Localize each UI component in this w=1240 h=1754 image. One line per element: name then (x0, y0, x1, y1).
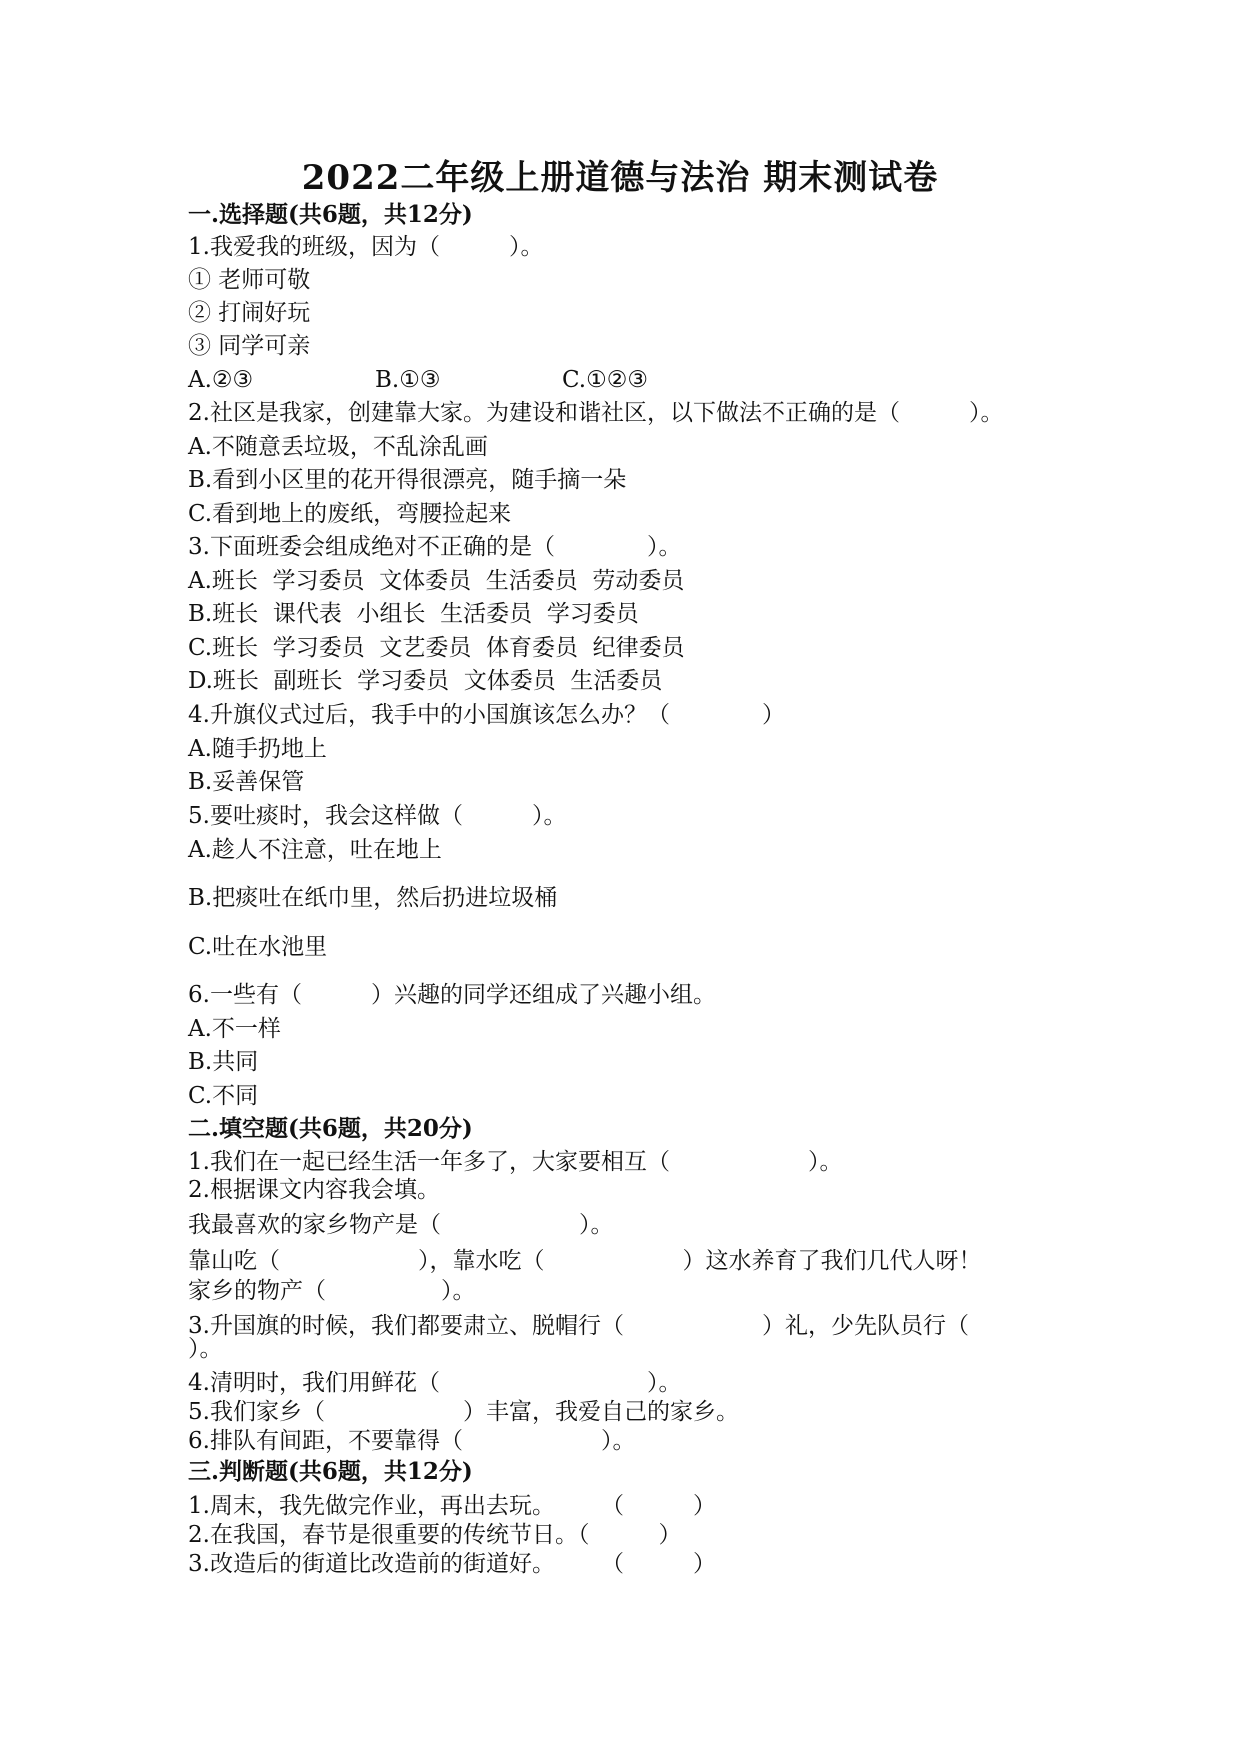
question-text: 我最喜欢的家乡物产是（ ）。 (188, 1212, 614, 1238)
question-text: 1.周末，我先做完作业，再出去玩。 （ ） (188, 1493, 716, 1519)
question-text: 2.社区是我家，创建靠大家。为建设和谐社区，以下做法不正确的是（ ）。 (188, 400, 1004, 426)
option-text: A.不一样 (188, 1016, 281, 1042)
option-text: C.班长 学习委员 文艺委员 体育委员 纪律委员 (188, 635, 685, 661)
option-text: B.妥善保管 (188, 769, 305, 795)
option-text: B.看到小区里的花开得很漂亮，随手摘一朵 (188, 467, 627, 493)
choice-c: C.①②③ (562, 367, 648, 393)
section-heading-choice: 一.选择题(共6题，共12分) (188, 201, 473, 228)
question-text: 5.要吐痰时，我会这样做（ ）。 (188, 803, 567, 829)
question-text: 4.清明时，我们用鲜花（ ）。 (188, 1370, 682, 1396)
option-text: A.随手扔地上 (188, 736, 327, 762)
option-text: C.不同 (188, 1083, 259, 1109)
option-text: ② 打闹好玩 (188, 300, 311, 326)
option-text: A.不随意丢垃圾，不乱涂乱画 (188, 434, 488, 460)
option-text: C.吐在水池里 (188, 934, 328, 960)
question-text: ）。 (188, 1336, 223, 1362)
question-text: 1.我爱我的班级，因为（ ）。 (188, 234, 544, 260)
question-text: 3.改造后的街道比改造前的街道好。 （ ） (188, 1551, 716, 1577)
option-text: B.共同 (188, 1049, 259, 1075)
option-text: B.把痰吐在纸巾里，然后扔进垃圾桶 (188, 885, 558, 911)
option-text: B.班长 课代表 小组长 生活委员 学习委员 (188, 601, 639, 627)
question-text: 2.根据课文内容我会填。 (188, 1177, 440, 1203)
option-text: A.趁人不注意，吐在地上 (188, 837, 442, 863)
option-text: C.看到地上的废纸，弯腰捡起来 (188, 501, 512, 527)
question-text: 6.一些有（ ）兴趣的同学还组成了兴趣小组。 (188, 982, 716, 1008)
question-text: 靠山吃（ ），靠水吃（ ）这水养育了我们几代人呀！ (188, 1248, 982, 1274)
option-text: ③ 同学可亲 (188, 333, 311, 359)
section-heading-judge: 三.判断题(共6题，共12分) (188, 1458, 473, 1485)
question-text: 3.升国旗的时候，我们都要肃立、脱帽行（ ）礼，少先队员行（ (188, 1313, 969, 1339)
option-text: D.班长 副班长 学习委员 文体委员 生活委员 (188, 668, 663, 694)
option-text: A.班长 学习委员 文体委员 生活委员 劳动委员 (188, 568, 685, 594)
question-text: 1.我们在一起已经生活一年多了，大家要相互（ ）。 (188, 1149, 843, 1175)
option-text: ① 老师可敬 (188, 267, 311, 293)
question-text: 5.我们家乡（ ）丰富，我爱自己的家乡。 (188, 1399, 739, 1425)
question-text: 家乡的物产（ ）。 (188, 1278, 476, 1304)
exam-title: 2022二年级上册道德与法治 期末测试卷 (301, 158, 939, 198)
choice-b: B.①③ (375, 367, 441, 393)
question-text: 4.升旗仪式过后，我手中的小国旗该怎么办？（ ） (188, 702, 785, 728)
section-heading-fill: 二.填空题(共6题，共20分) (188, 1115, 473, 1142)
question-text: 2.在我国，春节是很重要的传统节日。（ ） (188, 1522, 682, 1548)
question-text: 6.排队有间距，不要靠得（ ）。 (188, 1428, 636, 1454)
question-text: 3.下面班委会组成绝对不正确的是（ ）。 (188, 534, 682, 560)
choice-a: A.②③ (188, 367, 254, 393)
